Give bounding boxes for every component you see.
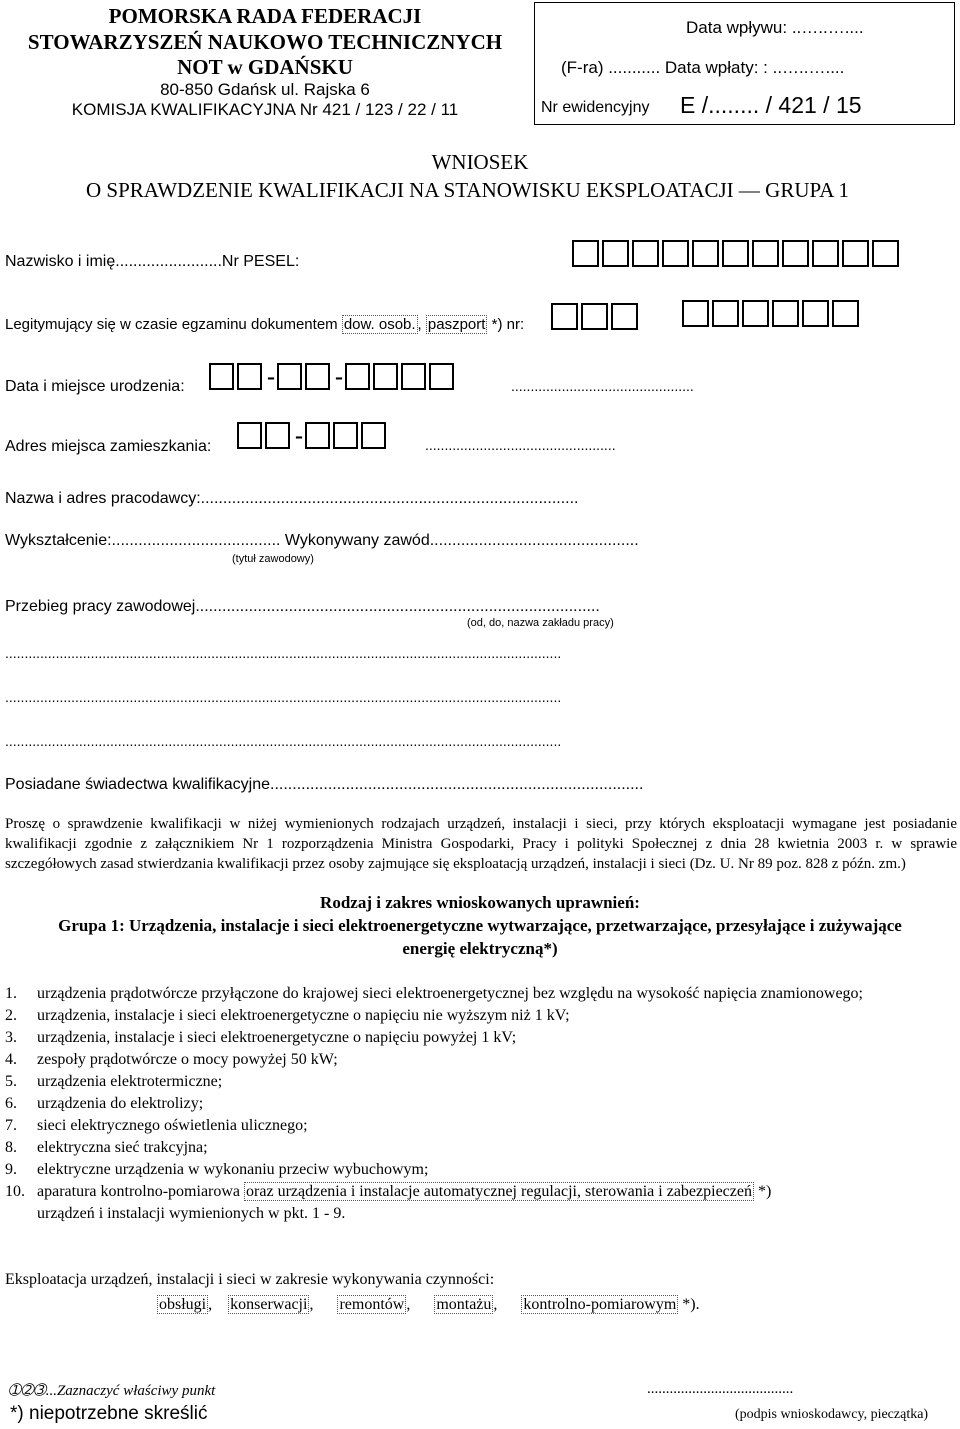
org-name-line2: STOWARZYSZEŃ NAUKOWO TECHNICZNYCH [27,30,503,54]
org-name-line3: NOT w GDAŃSKU [177,55,353,79]
option-id-card[interactable]: dow. osob. [343,316,416,333]
pesel-boxes[interactable] [572,240,902,267]
list-item[interactable] [5,1137,905,1159]
document-label-text: Legitymujący się w czasie egzaminu dokumentem [5,316,342,333]
birth-place-field[interactable]: ............................................... [511,378,694,394]
pesel-digit-box[interactable] [662,240,689,267]
pesel-digit-box[interactable] [692,240,719,267]
year-box[interactable] [429,363,454,390]
option-operation[interactable]: obsługi [159,1296,207,1313]
certificates-field[interactable]: Posiadane świadectwa kwalifikacyjne.................................................................................... [5,776,644,793]
item-text: urządzenia elektrotermiczne; [37,1073,223,1090]
postal-box[interactable] [265,422,290,449]
item-number: 8. [5,1139,17,1156]
list-item[interactable] [5,983,905,1005]
doc-digit-box[interactable] [682,300,709,327]
list-item[interactable] [5,1181,905,1203]
scope-title: Rodzaj i zakres wnioskowanych uprawnień: [320,893,640,912]
pesel-digit-box[interactable] [722,240,749,267]
pesel-digit-box[interactable] [602,240,629,267]
postal-box[interactable] [305,422,330,449]
address-label: Adres miejsca zamieszkania: [5,438,212,455]
doc-char-box[interactable] [551,303,578,330]
doc-digit-box[interactable] [712,300,739,327]
group-title: Grupa 1: Urządzenia, instalacje i sieci elektroenergetyczne wytwarzające, przetwarzające, przesyłające i zużywające energię elektryczną*) [58,916,902,958]
birth-label: Data i miejsce urodzenia: [5,378,185,395]
item-text: aparatura kontrolno-pomiarowa [37,1183,245,1200]
doc-char-box[interactable] [611,303,638,330]
month-box[interactable] [277,363,302,390]
pesel-digit-box[interactable] [842,240,869,267]
year-box[interactable] [373,363,398,390]
employer-field[interactable]: Nazwa i adres pracodawcy:..................................................................................... [5,490,579,507]
list-item[interactable] [5,1159,905,1181]
education-field[interactable]: Wykształcenie:...................................... Wykonywany zawód............................................... [5,532,639,549]
year-box[interactable] [401,363,426,390]
postal-separator: - [295,422,303,449]
pesel-digit-box[interactable] [782,240,809,267]
postal-box[interactable] [361,422,386,449]
item-text: urządzenia, instalacje i sieci elektroenergetyczne o napięciu powyżej 1 kV; [37,1029,517,1046]
date-separator: - [267,363,275,390]
pesel-digit-box[interactable] [812,240,839,267]
strike-note: *) niepotrzebne skreślić [10,1403,208,1424]
list-item[interactable] [5,1115,905,1137]
registry-number-value[interactable]: E /........ / 421 / 15 [680,92,862,118]
day-box[interactable] [209,363,234,390]
org-name-line1: POMORSKA RADA FEDERACJI [108,4,422,28]
option-assembly[interactable]: montażu [436,1296,492,1313]
commission-number: KOMISJA KWALIFIKACYJNA Nr 421 / 123 / 22 / 11 [71,100,459,119]
receipt-date[interactable]: Data wpływu: ..…..….... [686,18,864,37]
operations-end: *). [678,1296,700,1313]
item-text: sieci elektrycznego oświetlenia ulicznego; [37,1117,308,1134]
form-subtitle: O SPRAWDZENIE KWALIFIKACJI NA STANOWISKU EKSPLOATACJI — GRUPA 1 [85,178,850,202]
item-number: 1. [5,985,17,1002]
item-number: 9. [5,1161,17,1178]
education-note: (tytuł zawodowy) [232,553,314,565]
item-text: zespoły prądotwórcze o mocy powyżej 50 kW; [37,1051,338,1068]
document-series-boxes[interactable] [551,303,641,330]
name-pesel-label: Nazwisko i imię........................Nr PESEL: [5,253,300,270]
date-separator: - [335,363,343,390]
item-number: 4. [5,1051,17,1068]
doc-digit-box[interactable] [802,300,829,327]
item-number: 7. [5,1117,17,1134]
request-paragraph: Proszę o sprawdzenie kwalifikacji w niżej wymienionych rodzajach urządzeń, instalacji i sieci, przy których eksploatacji wymagane jest posiadanie kwalifikacji zgodnie z załącznikiem Nr 1 rozporządzenia Ministra Gospodarki, Pracy i polityki Społecznej z dnia 28 kwietnia 2003 r. w sprawie szczegółowych zasad stwierdzania kwalifikacji przez osoby zajmujące się eksploatacją urządzeń, instalacji i sieci (Dz. U. Nr 89 poz. 828 z późn. zm.) [5,816,957,872]
item-number: 3. [5,1029,17,1046]
doc-char-box[interactable] [581,303,608,330]
doc-digit-box[interactable] [832,300,859,327]
item-text-suffix: *) [753,1183,772,1200]
item-text: urządzeń i instalacji wymienionych w pkt. 1 - 9. [37,1205,346,1222]
list-item[interactable] [5,1049,905,1071]
year-box[interactable] [345,363,370,390]
item-text: urządzenia do elektrolizy; [37,1095,204,1112]
document-nr-label: *) nr: [487,316,525,333]
mark-note: ➀➁➂...Zaznaczyć właściwy punkt [8,1383,216,1399]
postal-box[interactable] [333,422,358,449]
item-number: 5. [5,1073,17,1090]
signature-label: (podpis wnioskodawcy, pieczątka) [735,1407,929,1422]
option-measurement[interactable]: kontrolno-pomiarowym [523,1296,677,1313]
birth-date-boxes[interactable] [209,363,457,390]
registry-number-label: Nr ewidencyjny [541,99,650,116]
career-note: (od, do, nazwa zakładu pracy) [467,617,614,629]
separator: , [417,316,426,333]
item-text: urządzenia, instalacje i sieci elektroenergetyczne o napięciu nie wyższym niż 1 kV; [37,1007,570,1024]
postal-box[interactable] [237,422,262,449]
career-line-1[interactable]: ............................................................................................................................................... [5,645,562,661]
option-automation[interactable]: oraz urządzenia i instalacje automatycznej regulacji, sterowania i zabezpieczeń [246,1183,752,1200]
operations-options: obsługi , konserwacji , remontów , montażu , kontrolno-pomiarowym *). [159,1296,700,1313]
option-passport[interactable]: paszport [427,316,486,333]
pesel-digit-box[interactable] [872,240,899,267]
operations-title: Eksploatacja urządzeń, instalacji i sieci w zakresie wykonywania czynności: [5,1271,495,1288]
list-item[interactable] [5,1093,905,1115]
career-line-2[interactable]: ............................................................................................................................................... [5,689,562,705]
item-number: 2. [5,1007,17,1024]
day-box[interactable] [237,363,262,390]
qualification-list [5,983,905,1225]
list-item[interactable] [5,1071,905,1093]
pesel-digit-box[interactable] [752,240,779,267]
document-label [5,316,524,333]
pesel-digit-box[interactable] [572,240,599,267]
item-text: urządzenia prądotwórcze przyłączone do krajowej sieci elektroenergetycznej bez względu na wysokość napięcia znamionowego; [37,985,863,1002]
doc-digit-box[interactable] [772,300,799,327]
postal-code-boxes[interactable] [237,422,389,449]
form-title: WNIOSEK [431,150,529,174]
career-line-3[interactable]: ............................................................................................................................................... [5,733,562,749]
payment-info[interactable]: (F-ra) ........... Data wpłaty: : ..…..….... [561,58,845,77]
item-text: elektryczna sieć trakcyjna; [37,1139,208,1156]
career-field[interactable]: Przebieg pracy zawodowej........................................................................................... [5,598,600,615]
list-item-continuation [5,1203,905,1225]
item-number: 10. [5,1183,25,1200]
option-maintenance[interactable]: konserwacji [230,1296,308,1313]
org-address: 80-850 Gdańsk ul. Rajska 6 [160,80,370,99]
address-field[interactable]: ................................................. [425,437,616,453]
list-item[interactable] [5,1005,905,1027]
pesel-digit-box[interactable] [632,240,659,267]
signature-line[interactable]: ....................................... [647,1381,794,1397]
option-repairs[interactable]: remontów [339,1296,405,1313]
doc-digit-box[interactable] [742,300,769,327]
document-number-boxes[interactable] [682,300,862,327]
item-text: elektryczne urządzenia w wykonaniu przeciw wybuchowym; [37,1161,429,1178]
item-number: 6. [5,1095,17,1112]
month-box[interactable] [305,363,330,390]
list-item[interactable] [5,1027,905,1049]
